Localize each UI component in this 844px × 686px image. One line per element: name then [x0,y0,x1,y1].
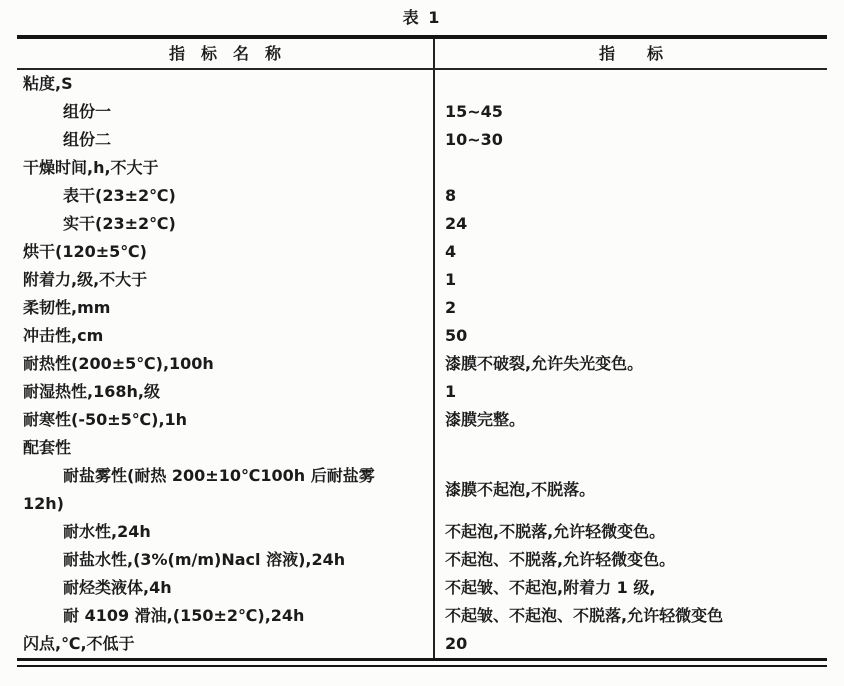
table-body [17,70,827,658]
table-header-row [17,39,827,70]
indicator-name: 耐寒性(-50±5℃),1h [23,410,188,429]
indicator-value: 漆膜不起泡,不脱落。 [445,480,596,499]
header-indicator-value: 指 标 [433,39,827,68]
indicator-value: 50 [445,326,468,345]
table-row [17,434,827,462]
table-row [17,574,827,602]
indicator-name: 耐 4109 滑油,(150±2℃),24h [63,606,305,625]
table-row [17,406,827,434]
indicator-name-cell [17,378,433,406]
table-row [17,602,827,630]
indicator-name-cell [17,182,433,210]
table-row [17,126,827,154]
indicator-name-cell [17,630,433,658]
indicator-value-cell [433,518,827,546]
indicator-name-cell [17,266,433,294]
indicator-value-cell [433,350,827,378]
indicator-value-cell [433,378,827,406]
indicator-name: 组份一 [63,102,112,121]
table-row [17,350,827,378]
indicator-name-cell [17,154,433,182]
indicator-value-cell [433,322,827,350]
indicator-name: 实干(23±2℃) [63,214,176,233]
indicator-value-cell [433,182,827,210]
indicator-value: 10~30 [445,130,503,149]
indicator-value-cell [433,406,827,434]
indicator-name-cell [17,238,433,266]
indicator-name-cell [17,350,433,378]
indicator-name: 闪点,℃,不低于 [23,634,135,653]
table-row [17,238,827,266]
indicator-name: 附着力,级,不大于 [23,270,148,289]
indicator-value: 不起皱、不起泡,附着力 1 级, [445,578,656,597]
table-title: 表 1 [402,8,442,27]
indicator-value-cell [433,210,827,238]
indicator-name-cell [17,126,433,154]
indicator-name: 干燥时间,h,不大于 [23,158,159,177]
indicator-value-cell [433,434,827,462]
indicator-value: 15~45 [445,102,503,121]
indicator-name-cell [17,574,433,602]
table-row [17,462,827,518]
indicator-value-cell [433,70,827,98]
indicator-name: 表干(23±2℃) [63,186,176,205]
indicator-value-cell [433,266,827,294]
table-row [17,154,827,182]
indicator-name: 柔韧性,mm [23,298,111,317]
indicator-value: 1 [445,270,457,289]
table-row [17,322,827,350]
indicator-value: 不起泡,不脱落,允许轻微变色。 [445,522,666,541]
indicator-name: 耐烃类液体,4h [63,578,172,597]
indicator-name: 耐盐雾性(耐热 200±10℃100h 后耐盐雾 [63,466,375,485]
indicator-value: 漆膜不破裂,允许失光变色。 [445,354,644,373]
indicator-name-cell [17,322,433,350]
table-row [17,70,827,98]
indicator-value: 20 [445,634,468,653]
indicator-value-cell [433,294,827,322]
indicator-value: 4 [445,242,457,261]
table-row [17,294,827,322]
header-indicator-name: 指 标 名 称 [168,44,281,63]
indicator-name: 粘度,S [23,74,73,93]
indicator-value: 2 [445,298,457,317]
indicator-value: 不起泡、不脱落,允许轻微变色。 [445,550,676,569]
indicator-value: 24 [445,214,468,233]
indicator-value-cell [433,630,827,658]
table-row [17,98,827,126]
table-row [17,182,827,210]
indicator-name: 冲击性,cm [23,326,104,345]
scanned-document-page [0,5,844,686]
indicator-name: 烘干(120±5℃) [23,242,147,261]
indicator-name-cell [17,294,433,322]
table-bottom-border [17,658,827,667]
table-row [17,210,827,238]
indicator-name-cell [17,98,433,126]
indicator-value-cell [433,126,827,154]
indicator-name-cell [17,462,433,518]
indicator-value-cell [433,462,827,518]
indicator-name-cell [17,518,433,546]
indicator-value-cell [433,154,827,182]
indicator-value: 不起皱、不起泡、不脱落,允许轻微变色 [445,606,724,625]
indicator-name: 配套性 [23,438,72,457]
table-row [17,546,827,574]
indicator-name: 组份二 [63,130,112,149]
indicator-value-cell [433,574,827,602]
indicator-name-cell [17,210,433,238]
indicator-name-continued: 12h) [23,494,64,513]
table-row [17,266,827,294]
indicator-value: 1 [445,382,457,401]
indicator-name-cell [17,434,433,462]
indicator-name-cell [17,70,433,98]
table-row [17,378,827,406]
indicator-name: 耐盐水性,(3%(m/m)Nacl 溶液),24h [63,550,346,569]
indicator-name: 耐热性(200±5℃),100h [23,354,214,373]
indicator-value-cell [433,602,827,630]
indicator-value: 漆膜完整。 [445,410,526,429]
indicator-name-cell [17,602,433,630]
table-row [17,630,827,658]
indicator-name: 耐湿热性,168h,级 [23,382,160,401]
indicator-value: 8 [445,186,457,205]
indicator-value-cell [433,546,827,574]
indicator-name-cell [17,546,433,574]
indicator-value-cell [433,238,827,266]
spec-table [17,35,827,667]
indicator-name-cell [17,406,433,434]
indicator-name: 耐水性,24h [63,522,151,541]
indicator-value-cell [433,98,827,126]
table-row [17,518,827,546]
